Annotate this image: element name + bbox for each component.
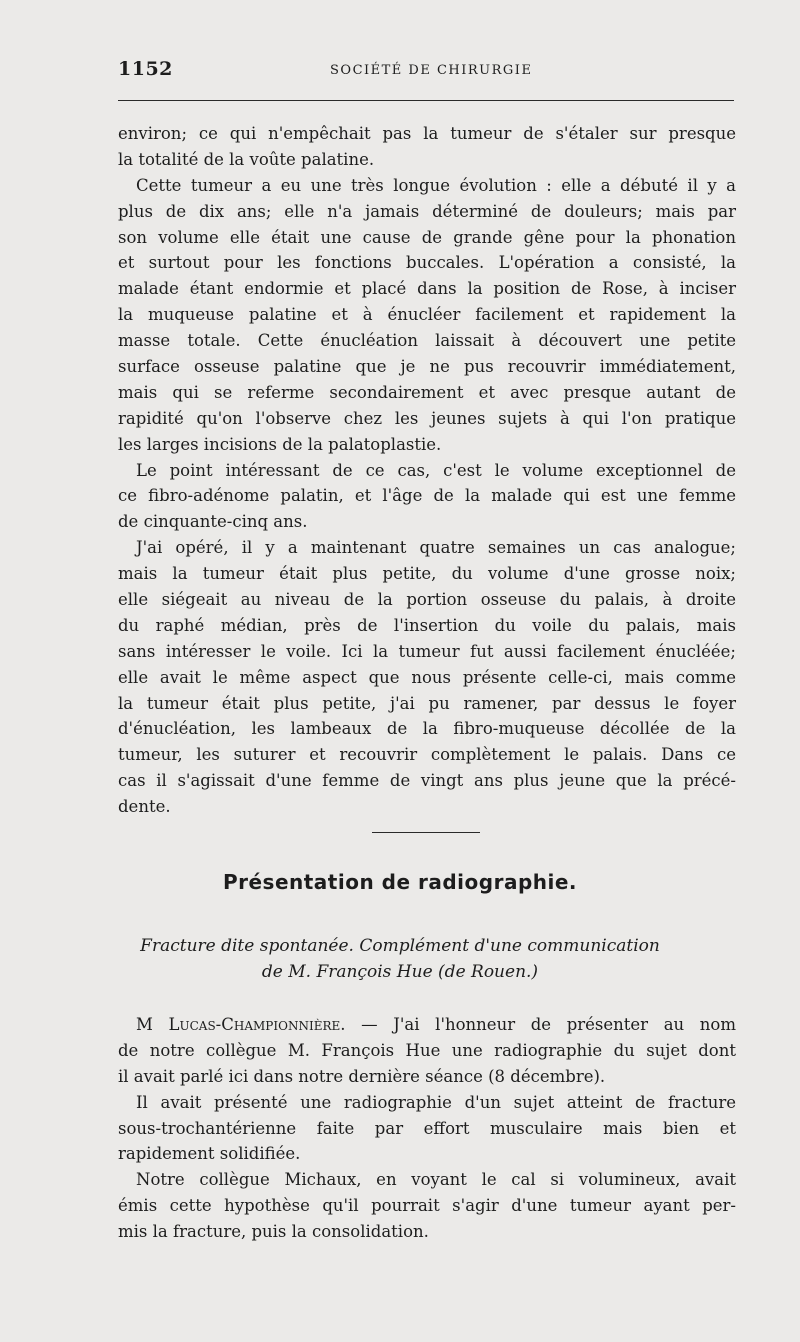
- header-rule: [118, 100, 734, 101]
- speaker-line: [118, 1012, 736, 1038]
- text-line: environ; ce qui n'empêchait pas la tumeur de s'étaler sur presque: [118, 124, 736, 143]
- text-line: son volume elle était une cause de grande gêne pour la phonation: [118, 227, 736, 247]
- speaker-prefix: M: [136, 1015, 169, 1034]
- text-line: émis cette hypothèse qu'il pourrait s'agir d'une tumeur ayant per-: [118, 1196, 736, 1216]
- text-line: il avait parlé ici dans notre dernière séance (8 décembre).: [118, 1066, 606, 1086]
- text-line: sans intéresser le voile. Ici la tumeur fut aussi facilement énucléée;: [118, 641, 736, 661]
- text-line: mais la tumeur était plus petite, du volume d'une grosse noix;: [118, 564, 736, 584]
- text-line: mis la fracture, puis la consolidation.: [118, 1222, 429, 1242]
- text-line: la totalité de la voûte palatine.: [118, 149, 375, 169]
- speaker-name: Lucas-Championnière.: [168, 1015, 346, 1034]
- text-line: et surtout pour les fonctions buccales. L'opération a consisté, la: [118, 253, 736, 273]
- text-line: Il avait présenté une radiographie d'un sujet atteint de fracture: [136, 1092, 736, 1112]
- subtitle-line-1: Fracture dite spontanée. Complément d'une communication: [140, 936, 660, 956]
- text-line: sous-trochantérienne faite par effort musculaire mais bien et: [118, 1118, 736, 1138]
- text-line: la muqueuse palatine et à énucléer facilement et rapidement la: [118, 305, 736, 325]
- text-line: malade étant endormie et placé dans la position de Rose, à inciser: [118, 279, 736, 299]
- text-line: les larges incisions de la palatoplastie.: [118, 434, 442, 454]
- text-line: mais qui se referme secondairement et avec presque autant de: [118, 382, 736, 402]
- running-title: SOCIÉTÉ DE CHIRURGIE: [330, 63, 533, 78]
- text-line: ce fibro-adénome palatin, et l'âge de la malade qui est une femme: [118, 486, 736, 506]
- section-separator-rule: [372, 832, 480, 833]
- text-line: de cinquante-cinq ans.: [118, 512, 308, 532]
- speaker-line-text: — J'ai l'honneur de présenter au nom: [345, 1015, 736, 1034]
- text-line: dente.: [118, 797, 171, 817]
- text-line: d'énucléation, les lambeaux de la fibro-muqueuse décollée de la: [118, 719, 736, 739]
- text-line: cas il s'agissait d'une femme de vingt ans plus jeune que la précé-: [118, 771, 736, 791]
- text-line: masse totale. Cette énucléation laissait à découvert une petite: [118, 331, 736, 351]
- text-line: rapidement solidifiée.: [118, 1144, 301, 1164]
- section-title: Présentation de radiographie.: [222, 870, 578, 894]
- body-text-section-1: [118, 121, 736, 820]
- text-line: tumeur, les suturer et recouvrir complètement le palais. Dans ce: [118, 745, 736, 765]
- subtitle-line-2: de M. François Hue (de Rouen.): [261, 962, 539, 982]
- text-line: Notre collègue Michaux, en voyant le cal si volumineux, avait: [136, 1170, 736, 1190]
- text-line: surface osseuse palatine que je ne pus recouvrir immédiatement,: [118, 357, 736, 377]
- body-text-section-2: [118, 1012, 736, 1245]
- page-number: 1152: [118, 58, 173, 80]
- text-line: Le point intéressant de ce cas, c'est le volume exceptionnel de: [136, 460, 736, 480]
- text-line: du raphé médian, près de l'insertion du voile du palais, mais: [118, 615, 736, 635]
- text-line: de notre collègue M. François Hue une radiographie du sujet dont: [118, 1040, 736, 1060]
- text-line: elle avait le même aspect que nous présente celle-ci, mais comme: [118, 667, 736, 687]
- text-line: elle siégeait au niveau de la portion osseuse du palais, à droite: [118, 590, 736, 610]
- text-line: J'ai opéré, il y a maintenant quatre semaines un cas analogue;: [136, 538, 736, 558]
- text-line: plus de dix ans; elle n'a jamais déterminé de douleurs; mais par: [118, 201, 736, 221]
- text-line: rapidité qu'on l'observe chez les jeunes sujets à qui l'on pratique: [118, 408, 736, 428]
- text-line: Cette tumeur a eu une très longue évolution : elle a débuté il y a: [136, 175, 736, 195]
- text-line: la tumeur était plus petite, j'ai pu ramener, par dessus le foyer: [118, 693, 736, 713]
